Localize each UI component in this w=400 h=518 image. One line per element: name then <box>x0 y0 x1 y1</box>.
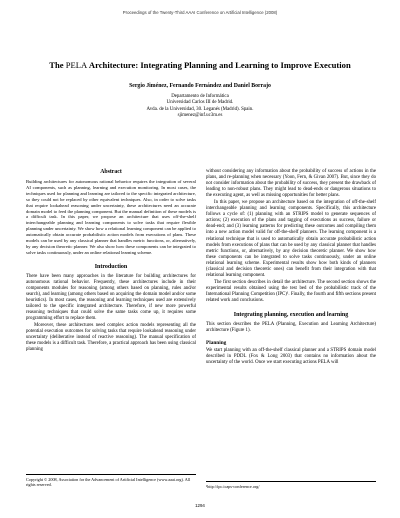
subsection-heading: Planning <box>206 340 227 347</box>
paper-title <box>20 60 380 70</box>
section-paragraph: This section describes the PELA (Planning, Execution and Learning Architecture) architecture (Figure 1). <box>206 322 376 334</box>
subsection-paragraph: We start planning with an off-the-shelf classical planner and a STRIPS domain model described in PDDL (Fox & Long 2003) that contains no information about the uncertainty of the world. Once we start executing actions PELA will <box>206 348 376 366</box>
introduction-heading: Introduction <box>94 263 128 270</box>
section-heading: Integrating planning, execution and learning <box>233 312 349 319</box>
author-email: sjimenez@inf.uc3m.es <box>177 112 223 118</box>
abstract-text: Building architectures for autonomous rational behavior requires the integration of several AI components, such as planning, learning and execution monitoring. In most cases, the techniques used for planning and learning are tailored to the specific integrated architecture, so they could not be replaced by other equivalent techniques. Also, in order to solve tasks that require lookahead reasoning under uncertainty, these architectures need an accurate domain model to feed the planning component. But the manual definition of these models is a difficult task. In this paper, we propose an architecture that uses off-the-shelf interchangeable planning and learning components to solve tasks that require flexible planning under uncertainty. We show how a relational learning component can be applied to automatically obtain accurate probabilistic action models from executions of plans. These models can be used by any classical planner that handles metric functions, or, alternatively, by any decision theoretic planner. We also show how these components can be integrated to solve tasks continuously, under an online relational learning scheme. <box>26 179 196 255</box>
footnote: ¹http://ipc.icaps-conference.org/ <box>206 481 376 489</box>
right-column <box>206 169 376 367</box>
body-paragraph: The first section describes in detail the architecture. The second section shows the experimental results obtained using the test bed of the probabilistic track of the International Planning Competition (IPC)¹. Finally, the fourth and fifth sections present related work and conclusions. <box>206 279 376 303</box>
running-header: Proceedings of the Twenty-Third AAAI Conference on Artificial Intelligence (2008) <box>122 10 278 15</box>
title-prefix: The <box>49 60 66 70</box>
title-suffix: Architecture: Integrating Planning and Learning to Improve Execution <box>87 60 351 70</box>
affiliation-line: Departamento de Informática <box>171 94 229 99</box>
author-list: Sergio Jiménez, Fernando Fernández and Daniel Borrajo <box>129 83 271 89</box>
affiliation-line: Universidad Carlos III de Madrid. <box>166 100 234 106</box>
copyright-notice: Copyright © 2008, Association for the Advancement of Artificial Intelligence (www.aaai.org). All rights reserved. <box>26 474 196 488</box>
page-number: 1294 <box>195 503 205 508</box>
title-system-name: PELA <box>65 60 88 70</box>
affiliation-block <box>80 94 320 119</box>
left-column <box>26 169 196 354</box>
abstract-heading: Abstract <box>100 169 122 175</box>
intro-paragraph: Moreover, these architectures need complex action models representing all the potential execution outcomes for solving tasks that require lookahead reasoning under uncertainty (deliberative instead of reactive reasoning). The manual specification of these models is a difficult task. Therefore, a practical approach has been using classical planning <box>26 323 196 353</box>
body-paragraph: In this paper, we propose an architecture based on the integration of off-the-shelf interchangeable planning and learning components. Specifically, this architecture follows a cycle of: (1) planning with an STRIPS model to generate sequences of actions; (2) execution of the plans and tagging of executions as success, failure or dead-end; and (3) learning patterns for predicting these outcomes and compiling them into a new action model valid for off-the-shelf planners. The learning component is a relational technique that is used to automatically obtain accurate probabilistic action models from executions of plans that can be used by any classical planner that handles metric functions, or, alternatively, by any decision theoretic planner. We show how these components can be integrated to solve tasks continuously, under an online relational learning scheme. Experimental results show how both kinds of planners (classical and decision theoretic ones) can benefit from their integration with that relational learning component. <box>206 200 376 278</box>
affiliation-line: Avda. de la Universidad, 30. Leganés (Madrid). Spain. <box>146 106 254 112</box>
intro-paragraph: There have been many approaches in the literature for building architectures for autonomous rational behavior. Frequently, these architectures include in their components modules for reasoning (among others based on planning, rules and/or search), and learning (among others based on acquiring the domain model and/or some heuristics). In most cases, the reasoning and learning techniques used are extensively tailored to the specific integrated architecture. Therefore, if new more powerful reasoning techniques that could solve the same tasks come up, it requires some programming effort to replace them. <box>26 273 196 322</box>
body-paragraph: without considering any information about the probability of success of actions in the plans, and re-planning when necessary (Yoon, Fern, & Givan 2007). But, since they do not consider information about the probability of success, they present the drawback of leading to non-robust plans. They might lead to dead-ends or dangerous situations to the executing agent, as well as missing opportunities for better plans. <box>206 169 376 199</box>
